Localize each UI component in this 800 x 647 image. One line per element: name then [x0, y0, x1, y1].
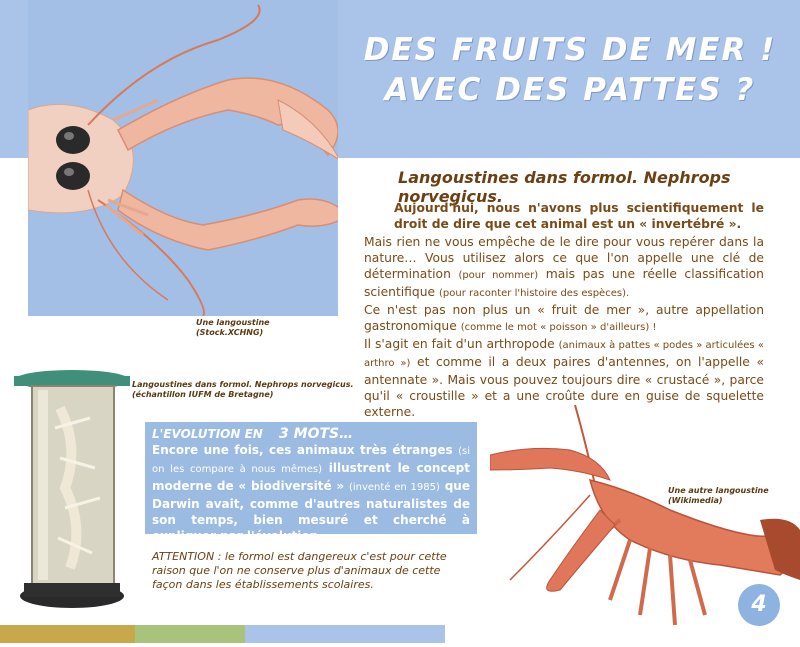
evolution-title — [152, 426, 353, 442]
langoustine-photo — [28, 0, 338, 316]
body-text — [364, 200, 764, 420]
evo-text-a: Encore une fois, ces animaux très étranges — [152, 443, 453, 457]
page-title — [360, 30, 780, 110]
photo1-caption-line2: (Stock.XCHNG) — [196, 328, 264, 337]
evo-small-2: (inventé en 1985) — [348, 482, 440, 493]
formol-jar-photo — [10, 368, 135, 623]
evo-small-1: (si on les compare à nous mêmes) — [152, 446, 470, 475]
photo1-caption-line1: Une langoustine — [196, 318, 270, 327]
evo-text-c: que Darwin avait, comme d'autres naturalistes de son temps, bien mesuré et cherché à expliquer par l'évolution. — [152, 479, 470, 543]
footer-bar-gold — [0, 625, 135, 643]
page-title-line2: AVEC DES PATTES ? — [384, 72, 756, 108]
evolution-title-num: 3 MOTS… — [279, 426, 354, 442]
jar-caption-line1: Langoustines dans formol. Nephrops norvegicus. — [132, 380, 354, 389]
footer-bar-green — [135, 625, 245, 643]
page-number: 4 — [738, 584, 780, 626]
photo2-caption-line2: (Wikimedia) — [668, 496, 723, 505]
evolution-title-text: L'EVOLUTION EN — [152, 427, 263, 441]
p1-small-2: (pour raconter l'histoire des espèces). — [439, 288, 630, 299]
lead-paragraph: Aujourd'hui, nous n'avons plus scientifiquement le droit de dire que cet animal est un « invertébré ». — [394, 201, 764, 231]
attention-note: ATTENTION : le formol est dangereux c'est pour cette raison que l'on ne conserve plus d'animaux de cette façon dans les établissements scolaires. — [152, 550, 447, 591]
p3-text-b: et comme il a deux paires d'antennes, on l'appelle « antennate ». Mais vous pouvez toujours dire « crustacé », parce qu'il « croustille » et a une croûte dure en guise de squelette externe. — [364, 355, 764, 419]
p1-text-a: Mais rien ne vous empêche de le dire pour vous repérer dans la nature… Vous utilisez alors ce que l'on appelle une clé de détermination — [364, 235, 764, 281]
p3-text-a: Il s'agit en fait d'un arthropode — [364, 337, 555, 351]
jar-caption-line2: (échantillon IUFM de Bretagne) — [132, 390, 274, 399]
footer-bar-blue — [245, 625, 445, 643]
langoustine-illustration — [28, 0, 338, 316]
photo2-caption-line1: Une autre langoustine — [668, 486, 769, 495]
paragraph-1 — [364, 234, 764, 302]
p2-small: (comme le mot « poisson » d'ailleurs) ! — [460, 322, 657, 333]
p1-small-1: (pour nommer) — [458, 270, 539, 281]
subtitle: Langoustines dans formol. Nephrops norvegicus. — [398, 168, 731, 206]
p2-text-a: Ce n'est pas non plus un « fruit de mer », autre appellation gastronomique — [364, 303, 764, 333]
p3-small: (animaux à pattes « podes » articulées « arthro ») — [364, 340, 764, 369]
p1-text-b: mais pas une réelle classification scientifique — [364, 267, 764, 299]
jar-illustration — [10, 368, 135, 623]
evo-text-b: illustrent le concept moderne de « biodiversité » — [152, 461, 471, 493]
paragraph-2 — [364, 302, 764, 336]
photo1-caption — [196, 318, 270, 338]
photo2-caption — [668, 486, 769, 506]
jar-caption — [132, 380, 354, 400]
page-title-line1: DES FRUITS DE MER ! — [363, 32, 777, 68]
evolution-text — [152, 442, 470, 544]
